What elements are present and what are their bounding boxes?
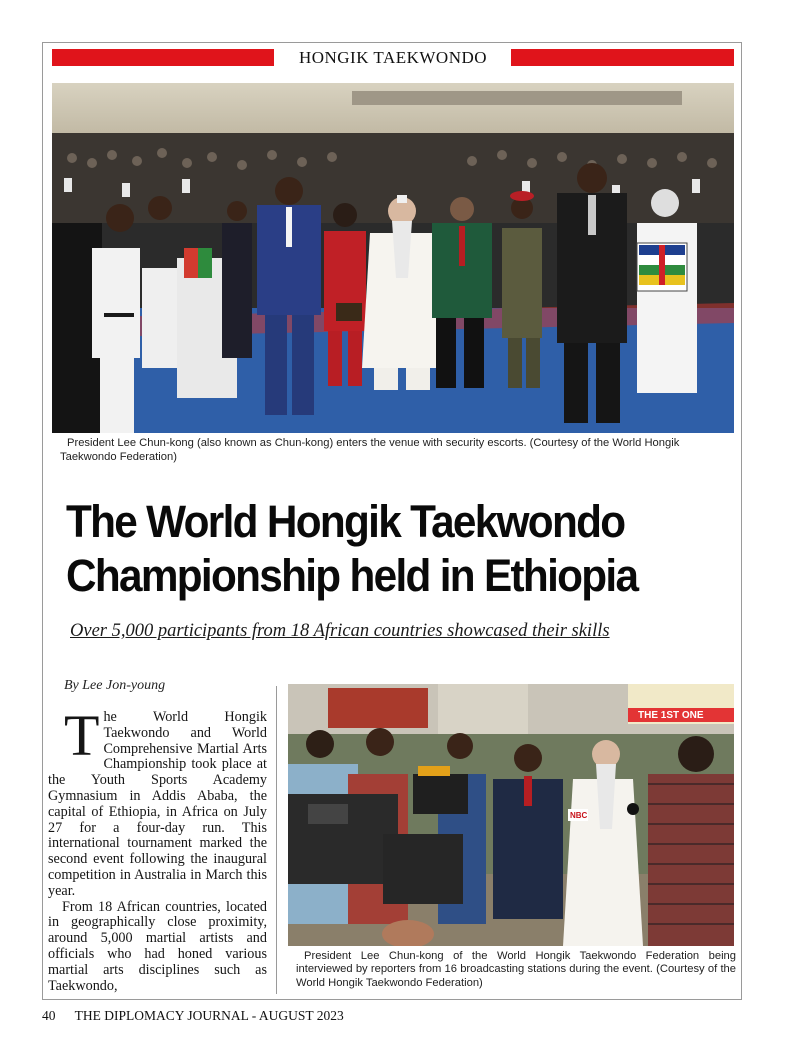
byline: By Lee Jon-young	[64, 678, 166, 693]
section-bar-right	[511, 49, 734, 66]
drop-cap: T	[64, 703, 100, 768]
banner-text: THE 1ST ONE	[638, 710, 704, 721]
page-footer	[42, 1008, 344, 1024]
ceremony-photo-illustration	[52, 83, 734, 433]
paragraph-1: he World Hongik Taekwondo and World Comprehensive Martial Arts Championship took place at the Youth Sports Academy Gymnasium in Addis Ababa, the capital of Ethiopia, in Africa on July 27 for a four-day run. This international tournament marked the second event following the inaugural competition in Australia in March this year.	[48, 709, 267, 899]
ceremony-photo	[52, 83, 734, 433]
interview-photo	[288, 684, 734, 946]
section-title: HONGIK TAEKWONDO	[298, 48, 488, 67]
publication-name: THE DIPLOMACY JOURNAL - AUGUST 2023	[74, 1008, 344, 1023]
photo1-caption: President Lee Chun-kong (also known as Chun-kong) enters the venue with security escorts. (Courtesy of the World Hongik Taekwondo Federation)	[60, 437, 680, 463]
column-divider	[276, 686, 277, 994]
mic-label: NBC	[570, 811, 588, 820]
article-subhead: Over 5,000 participants from 18 African countries showcased their skills	[70, 621, 610, 641]
article-headline	[66, 495, 705, 603]
section-bar-left	[52, 49, 274, 66]
article-body	[48, 703, 267, 994]
photo2-caption: President Lee Chun-kong of the World Hongik Taekwondo Federation being interviewed by reporters from 16 broadcasting stations during the event. (Courtesy of the World Hongik Taekwondo Federation)	[296, 950, 736, 989]
page-number: 40	[42, 1008, 56, 1023]
paragraph-2: From 18 African countries, located in geographically close proximity, around 5,000 martial artists and officials who had honed various martial arts disciplines such as Taekwondo,	[48, 898, 267, 994]
headline-line-2: Championship held in Ethiopia	[66, 550, 638, 601]
headline-line-1: The World Hongik Taekwondo	[66, 496, 625, 547]
interview-photo-illustration	[288, 684, 734, 946]
